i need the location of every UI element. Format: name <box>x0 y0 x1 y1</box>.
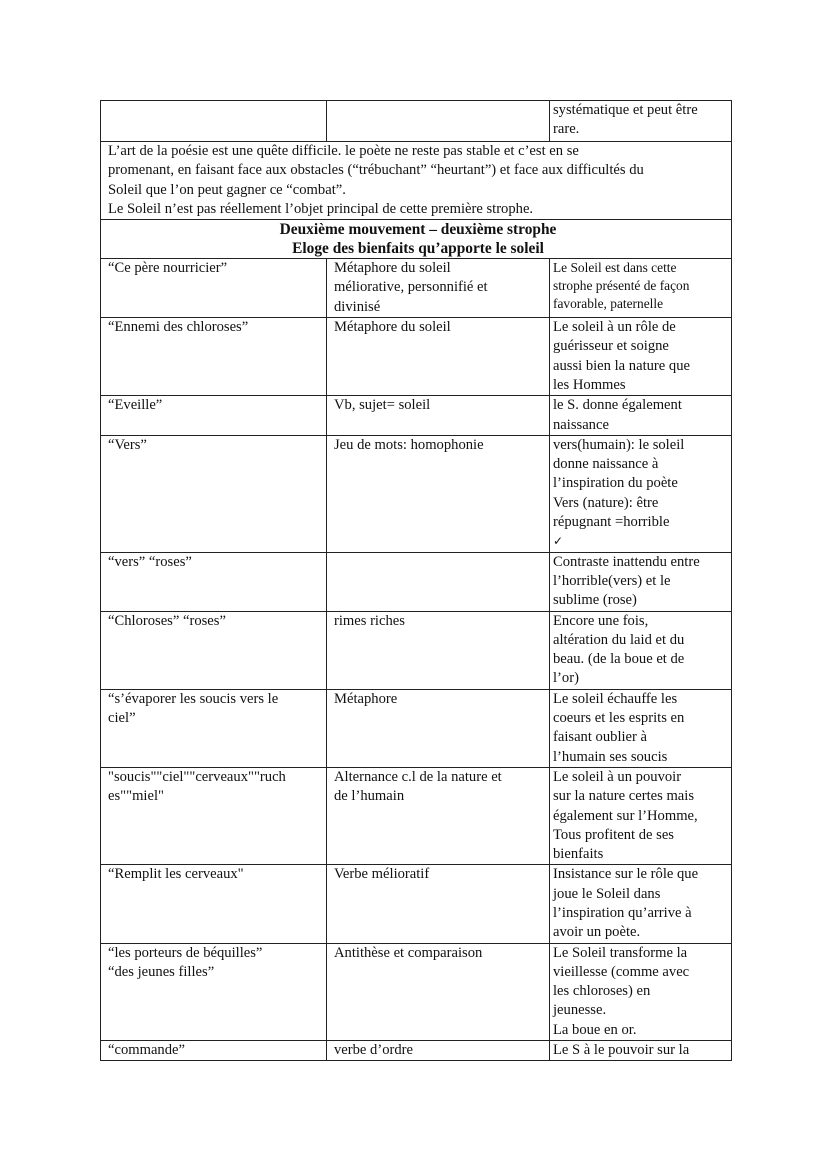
interpretation-cell <box>550 318 732 396</box>
interpretation-line: Le soleil à un rôle de <box>553 319 676 336</box>
quote-line: “Eveille” <box>108 397 163 414</box>
interpretation-line: naissance <box>553 416 609 433</box>
device-line: Métaphore du soleil <box>334 319 451 336</box>
quote-cell <box>101 865 327 943</box>
section-heading-row <box>101 220 732 259</box>
quote-line: “Ce père nourricier” <box>108 260 228 277</box>
interpretation-line: coeurs et les esprits en <box>553 710 685 727</box>
table-row <box>101 396 732 436</box>
device-cell <box>327 435 550 552</box>
interpretation-line: l’inspiration qu’arrive à <box>553 904 692 921</box>
interpretation-line: strophe présenté de façon <box>553 278 690 294</box>
interpretation-cell <box>550 435 732 552</box>
device-line: rimes riches <box>334 612 405 629</box>
table-row <box>101 611 732 689</box>
quote-cell <box>101 943 327 1040</box>
device-line: Antithèse et comparaison <box>334 944 483 961</box>
table-row <box>101 865 732 943</box>
summary-row <box>101 142 732 220</box>
device-line: méliorative, personnifié et <box>334 279 488 296</box>
interpretation-line: sublime (rose) <box>553 592 637 609</box>
quote-line: “des jeunes filles” <box>108 963 215 980</box>
table-row <box>101 767 732 864</box>
interpretation-line: Insistance sur le rôle que <box>553 866 699 883</box>
interpretation-line: Encore une fois, <box>553 612 649 629</box>
device-line: de l’humain <box>334 788 405 805</box>
device-line: Verbe mélioratif <box>334 866 430 883</box>
table-row <box>101 259 732 318</box>
quote-line: ciel” <box>108 710 136 727</box>
quote-line: “Remplit les cerveaux" <box>108 866 244 883</box>
interpretation-line: vieillesse (comme avec <box>553 963 690 980</box>
table-row-continued <box>101 101 732 142</box>
device-cell <box>327 552 550 611</box>
interpretation-line: avoir un poète. <box>553 924 641 941</box>
quote-cell <box>101 1041 327 1061</box>
device-line: Vb, sujet= soleil <box>334 397 431 414</box>
interpretation-line: guérisseur et soigne <box>553 338 669 355</box>
device-cell <box>327 943 550 1040</box>
device-cell <box>327 865 550 943</box>
device-cell <box>327 611 550 689</box>
quote-cell <box>101 552 327 611</box>
table-row <box>101 943 732 1040</box>
interpretation-line: sur la nature certes mais <box>553 788 695 805</box>
interpretation-line: Contraste inattendu entre <box>553 553 700 570</box>
quote-line: “Vers” <box>108 436 147 453</box>
interpretation-cell <box>550 943 732 1040</box>
device-cell <box>327 689 550 767</box>
interpretation-line: Vers (nature): être <box>553 494 659 511</box>
device-cell <box>327 101 550 142</box>
quote-line: “les porteurs de béquilles” <box>108 944 263 961</box>
quote-cell <box>101 259 327 318</box>
section-heading-subtitle: Eloge des bienfaits qu’apporte le soleil <box>292 240 544 258</box>
interpretation-line: Le Soleil est dans cette <box>553 260 677 276</box>
quote-cell <box>101 318 327 396</box>
interpretation-cell <box>550 767 732 864</box>
interpretation-line: bienfaits <box>553 846 604 863</box>
interpretation-line: également sur l’Homme, <box>553 807 698 824</box>
interpretation-line: l’humain ses soucis <box>553 748 668 765</box>
table-row <box>101 318 732 396</box>
quote-cell <box>101 101 327 142</box>
quote-cell <box>101 611 327 689</box>
quote-line: “vers” “roses” <box>108 553 192 570</box>
quote-line: es""miel" <box>108 788 164 805</box>
interpretation-line: systématique et peut être <box>553 102 698 118</box>
interpretation-line: Le soleil à un pouvoir <box>553 768 682 785</box>
quote-cell <box>101 435 327 552</box>
interpretation-cell <box>550 101 732 142</box>
device-line: verbe d’ordre <box>334 1042 414 1059</box>
interpretation-line: jeunesse. <box>553 1002 607 1019</box>
interpretation-cell <box>550 259 732 318</box>
interpretation-line: l’or) <box>553 670 579 687</box>
quote-line: “commande” <box>108 1042 185 1059</box>
interpretation-line: Le S à le pouvoir sur la <box>553 1042 690 1059</box>
analysis-table <box>100 100 732 1061</box>
device-line: Métaphore du soleil <box>334 260 451 277</box>
interpretation-cell <box>550 552 732 611</box>
paragraph-line: promenant, en faisant face aux obstacles (“trébuchant” “heurtant”) et face aux difficultés du <box>108 162 644 179</box>
interpretation-line: vers(humain): le soleil <box>553 436 685 453</box>
paragraph-line: Le Soleil n’est pas réellement l’objet principal de cette première strophe. <box>108 200 534 217</box>
interpretation-line: altération du laid et du <box>553 631 685 648</box>
device-cell <box>327 259 550 318</box>
quote-line: “s’évaporer les soucis vers le <box>108 690 279 707</box>
interpretation-cell <box>550 611 732 689</box>
quote-line: “Ennemi des chloroses” <box>108 319 249 336</box>
interpretation-line: La boue en or. <box>553 1021 637 1038</box>
table-row <box>101 1041 732 1061</box>
interpretation-line: faisant oublier à <box>553 729 648 746</box>
interpretation-line: les chloroses) en <box>553 983 651 1000</box>
interpretation-line: Le Soleil transforme la <box>553 944 688 961</box>
interpretation-line: l’horrible(vers) et le <box>553 572 671 589</box>
quote-line: "soucis""ciel""cerveaux""ruch <box>108 768 286 785</box>
interpretation-line: le S. donne également <box>553 397 682 414</box>
interpretation-cell <box>550 1041 732 1061</box>
interpretation-line: beau. (de la boue et de <box>553 651 685 668</box>
paragraph-line: L’art de la poésie est une quête difficile. le poète ne reste pas stable et c’est en se <box>108 143 579 159</box>
device-line: Jeu de mots: homophonie <box>334 436 484 453</box>
interpretation-line: Tous profitent de ses <box>553 826 674 843</box>
table-row <box>101 435 732 552</box>
check-mark-icon: ✓ <box>553 534 564 549</box>
section-heading-title: Deuxième mouvement – deuxième strophe <box>279 221 557 239</box>
paragraph-line: Soleil que l’on peut gagner ce “combat”. <box>108 181 346 198</box>
interpretation-line: joue le Soleil dans <box>553 885 661 902</box>
interpretation-line: aussi bien la nature que <box>553 357 690 374</box>
device-cell <box>327 1041 550 1061</box>
interpretation-line: répugnant =horrible <box>553 514 670 531</box>
table-row <box>101 552 732 611</box>
device-cell <box>327 767 550 864</box>
quote-cell <box>101 767 327 864</box>
quote-line: “Chloroses” “roses” <box>108 612 226 629</box>
device-line: Métaphore <box>334 690 398 707</box>
summary-paragraph <box>101 142 732 220</box>
device-line: Alternance c.l de la nature et <box>334 768 502 785</box>
table-row <box>101 689 732 767</box>
interpretation-cell <box>550 396 732 436</box>
device-line: divinisé <box>334 298 381 315</box>
device-cell <box>327 396 550 436</box>
quote-cell <box>101 689 327 767</box>
interpretation-line: l’inspiration du poète <box>553 475 678 492</box>
interpretation-line: Le soleil échauffe les <box>553 690 678 707</box>
quote-cell <box>101 396 327 436</box>
interpretation-line: donne naissance à <box>553 456 659 473</box>
interpretation-line: favorable, paternelle <box>553 296 664 312</box>
interpretation-line: les Hommes <box>553 376 626 393</box>
interpretation-cell <box>550 865 732 943</box>
interpretation-cell <box>550 689 732 767</box>
device-cell <box>327 318 550 396</box>
section-heading <box>101 220 732 259</box>
interpretation-line: rare. <box>553 121 580 138</box>
